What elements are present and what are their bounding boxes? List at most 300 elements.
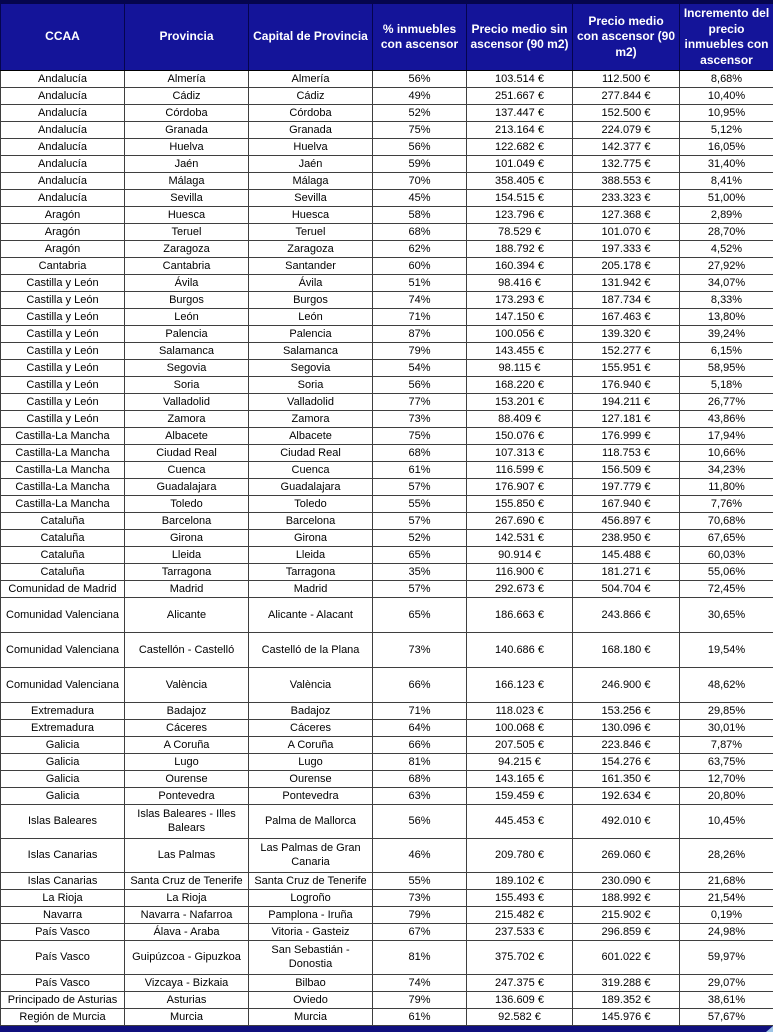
cell-provincia: Valladolid xyxy=(125,394,249,411)
cell-capital: Valladolid xyxy=(249,394,373,411)
bottom-bar xyxy=(0,1026,773,1032)
cell-precio-con-ascensor: 233.323 € xyxy=(573,190,680,207)
cell-precio-sin-ascensor: 207.505 € xyxy=(467,737,573,754)
cell-capital: Bilbao xyxy=(249,975,373,992)
cell-pct-ascensor: 75% xyxy=(373,428,467,445)
cell-pct-ascensor: 56% xyxy=(373,139,467,156)
cell-ccaa: Aragón xyxy=(1,224,125,241)
cell-precio-sin-ascensor: 188.792 € xyxy=(467,241,573,258)
cell-ccaa: Castilla-La Mancha xyxy=(1,496,125,513)
table-row xyxy=(1,737,773,754)
table-row xyxy=(1,173,773,190)
cell-pct-ascensor: 71% xyxy=(373,703,467,720)
cell-precio-sin-ascensor: 122.682 € xyxy=(467,139,573,156)
cell-incremento: 29,07% xyxy=(680,975,773,992)
table-row xyxy=(1,428,773,445)
cell-pct-ascensor: 56% xyxy=(373,71,467,88)
cell-incremento: 2,89% xyxy=(680,207,773,224)
cell-capital: Sevilla xyxy=(249,190,373,207)
cell-incremento: 67,65% xyxy=(680,530,773,547)
cell-incremento: 28,70% xyxy=(680,224,773,241)
table-row xyxy=(1,530,773,547)
cell-precio-sin-ascensor: 160.394 € xyxy=(467,258,573,275)
cell-provincia: Girona xyxy=(125,530,249,547)
cell-provincia: Cádiz xyxy=(125,88,249,105)
cell-incremento: 30,65% xyxy=(680,598,773,633)
cell-precio-sin-ascensor: 247.375 € xyxy=(467,975,573,992)
column-header-provincia: Provincia xyxy=(125,2,249,71)
cell-incremento: 57,67% xyxy=(680,1009,773,1026)
cell-ccaa: Castilla-La Mancha xyxy=(1,479,125,496)
cell-precio-sin-ascensor: 140.686 € xyxy=(467,633,573,668)
cell-precio-con-ascensor: 223.846 € xyxy=(573,737,680,754)
cell-ccaa: Cataluña xyxy=(1,547,125,564)
cell-provincia: Pontevedra xyxy=(125,788,249,805)
cell-pct-ascensor: 56% xyxy=(373,805,467,839)
cell-pct-ascensor: 52% xyxy=(373,105,467,122)
table-row xyxy=(1,703,773,720)
cell-capital: Albacete xyxy=(249,428,373,445)
cell-precio-con-ascensor: 168.180 € xyxy=(573,633,680,668)
table-row xyxy=(1,462,773,479)
cell-ccaa: Castilla y León xyxy=(1,275,125,292)
cell-ccaa: Cantabria xyxy=(1,258,125,275)
cell-capital: Palma de Mallorca xyxy=(249,805,373,839)
cell-capital: Soria xyxy=(249,377,373,394)
table-row xyxy=(1,88,773,105)
cell-provincia: Álava - Araba xyxy=(125,924,249,941)
cell-ccaa: Galicia xyxy=(1,788,125,805)
table-row xyxy=(1,992,773,1009)
cell-provincia: Teruel xyxy=(125,224,249,241)
cell-capital: Córdoba xyxy=(249,105,373,122)
cell-precio-sin-ascensor: 154.515 € xyxy=(467,190,573,207)
cell-pct-ascensor: 35% xyxy=(373,564,467,581)
column-header-capital: Capital de Provincia xyxy=(249,2,373,71)
cell-pct-ascensor: 70% xyxy=(373,173,467,190)
cell-incremento: 59,97% xyxy=(680,941,773,975)
cell-capital: Madrid xyxy=(249,581,373,598)
cell-precio-con-ascensor: 205.178 € xyxy=(573,258,680,275)
cell-pct-ascensor: 60% xyxy=(373,258,467,275)
cell-provincia: Castellón - Castelló xyxy=(125,633,249,668)
table-row xyxy=(1,139,773,156)
cell-precio-con-ascensor: 215.902 € xyxy=(573,907,680,924)
cell-precio-sin-ascensor: 375.702 € xyxy=(467,941,573,975)
cell-pct-ascensor: 55% xyxy=(373,873,467,890)
table-row xyxy=(1,720,773,737)
cell-precio-con-ascensor: 194.211 € xyxy=(573,394,680,411)
cell-incremento: 31,40% xyxy=(680,156,773,173)
cell-provincia: Guipúzcoa - Gipuzkoa xyxy=(125,941,249,975)
cell-precio-con-ascensor: 131.942 € xyxy=(573,275,680,292)
cell-precio-sin-ascensor: 92.582 € xyxy=(467,1009,573,1026)
cell-provincia: Zamora xyxy=(125,411,249,428)
cell-incremento: 27,92% xyxy=(680,258,773,275)
cell-precio-sin-ascensor: 107.313 € xyxy=(467,445,573,462)
cell-pct-ascensor: 58% xyxy=(373,207,467,224)
cell-precio-sin-ascensor: 150.076 € xyxy=(467,428,573,445)
cell-precio-sin-ascensor: 123.796 € xyxy=(467,207,573,224)
cell-ccaa: La Rioja xyxy=(1,890,125,907)
cell-pct-ascensor: 75% xyxy=(373,122,467,139)
cell-precio-sin-ascensor: 78.529 € xyxy=(467,224,573,241)
cell-capital: Barcelona xyxy=(249,513,373,530)
cell-ccaa: Castilla y León xyxy=(1,343,125,360)
cell-provincia: Tarragona xyxy=(125,564,249,581)
cell-capital: Granada xyxy=(249,122,373,139)
table-row xyxy=(1,873,773,890)
cell-ccaa: Principado de Asturias xyxy=(1,992,125,1009)
cell-precio-con-ascensor: 139.320 € xyxy=(573,326,680,343)
cell-provincia: Ourense xyxy=(125,771,249,788)
cell-provincia: Burgos xyxy=(125,292,249,309)
cell-incremento: 21,68% xyxy=(680,873,773,890)
table-row xyxy=(1,445,773,462)
cell-capital: Ciudad Real xyxy=(249,445,373,462)
cell-ccaa: Cataluña xyxy=(1,564,125,581)
cell-pct-ascensor: 51% xyxy=(373,275,467,292)
cell-pct-ascensor: 55% xyxy=(373,496,467,513)
cell-precio-con-ascensor: 161.350 € xyxy=(573,771,680,788)
table-row xyxy=(1,343,773,360)
cell-precio-sin-ascensor: 358.405 € xyxy=(467,173,573,190)
cell-incremento: 58,95% xyxy=(680,360,773,377)
cell-incremento: 43,86% xyxy=(680,411,773,428)
cell-precio-sin-ascensor: 213.164 € xyxy=(467,122,573,139)
cell-capital: Ávila xyxy=(249,275,373,292)
cell-ccaa: Andalucía xyxy=(1,139,125,156)
cell-incremento: 55,06% xyxy=(680,564,773,581)
cell-pct-ascensor: 77% xyxy=(373,394,467,411)
cell-precio-sin-ascensor: 237.533 € xyxy=(467,924,573,941)
cell-provincia: León xyxy=(125,309,249,326)
cell-precio-con-ascensor: 152.277 € xyxy=(573,343,680,360)
cell-provincia: Alicante xyxy=(125,598,249,633)
table-row xyxy=(1,207,773,224)
cell-pct-ascensor: 81% xyxy=(373,941,467,975)
cell-incremento: 13,80% xyxy=(680,309,773,326)
cell-ccaa: Islas Baleares xyxy=(1,805,125,839)
table-row xyxy=(1,805,773,839)
cell-capital: Santa Cruz de Tenerife xyxy=(249,873,373,890)
cell-provincia: Las Palmas xyxy=(125,839,249,873)
cell-precio-sin-ascensor: 100.068 € xyxy=(467,720,573,737)
cell-pct-ascensor: 64% xyxy=(373,720,467,737)
cell-capital: València xyxy=(249,668,373,703)
cell-capital: Ourense xyxy=(249,771,373,788)
cell-ccaa: Navarra xyxy=(1,907,125,924)
table-row xyxy=(1,754,773,771)
cell-precio-con-ascensor: 112.500 € xyxy=(573,71,680,88)
cell-incremento: 10,45% xyxy=(680,805,773,839)
cell-ccaa: País Vasco xyxy=(1,941,125,975)
cell-precio-con-ascensor: 154.276 € xyxy=(573,754,680,771)
cell-capital: Jaén xyxy=(249,156,373,173)
column-header-ccaa: CCAA xyxy=(1,2,125,71)
cell-pct-ascensor: 52% xyxy=(373,530,467,547)
table-row xyxy=(1,224,773,241)
cell-provincia: Guadalajara xyxy=(125,479,249,496)
cell-precio-con-ascensor: 243.866 € xyxy=(573,598,680,633)
cell-ccaa: Andalucía xyxy=(1,88,125,105)
cell-provincia: Barcelona xyxy=(125,513,249,530)
cell-precio-sin-ascensor: 186.663 € xyxy=(467,598,573,633)
cell-precio-con-ascensor: 238.950 € xyxy=(573,530,680,547)
cell-ccaa: Castilla y León xyxy=(1,360,125,377)
cell-capital: Huelva xyxy=(249,139,373,156)
cell-precio-con-ascensor: 456.897 € xyxy=(573,513,680,530)
cell-ccaa: Comunidad de Madrid xyxy=(1,581,125,598)
cell-pct-ascensor: 79% xyxy=(373,343,467,360)
cell-precio-con-ascensor: 118.753 € xyxy=(573,445,680,462)
cell-precio-con-ascensor: 269.060 € xyxy=(573,839,680,873)
table-row xyxy=(1,496,773,513)
cell-ccaa: Galicia xyxy=(1,737,125,754)
cell-incremento: 20,80% xyxy=(680,788,773,805)
cell-pct-ascensor: 57% xyxy=(373,513,467,530)
cell-incremento: 39,24% xyxy=(680,326,773,343)
cell-ccaa: Castilla-La Mancha xyxy=(1,445,125,462)
cell-provincia: Huesca xyxy=(125,207,249,224)
cell-incremento: 21,54% xyxy=(680,890,773,907)
cell-ccaa: Aragón xyxy=(1,241,125,258)
cell-precio-sin-ascensor: 176.907 € xyxy=(467,479,573,496)
cell-ccaa: Extremadura xyxy=(1,720,125,737)
table-row xyxy=(1,71,773,88)
table-row xyxy=(1,788,773,805)
cell-capital: Lleida xyxy=(249,547,373,564)
cell-precio-con-ascensor: 504.704 € xyxy=(573,581,680,598)
cell-precio-sin-ascensor: 98.416 € xyxy=(467,275,573,292)
cell-incremento: 12,70% xyxy=(680,771,773,788)
cell-capital: San Sebastián - Donostia xyxy=(249,941,373,975)
cell-provincia: Segovia xyxy=(125,360,249,377)
cell-pct-ascensor: 68% xyxy=(373,445,467,462)
cell-provincia: Toledo xyxy=(125,496,249,513)
cell-provincia: Salamanca xyxy=(125,343,249,360)
table-row xyxy=(1,190,773,207)
cell-incremento: 6,15% xyxy=(680,343,773,360)
cell-provincia: Sevilla xyxy=(125,190,249,207)
cell-provincia: Córdoba xyxy=(125,105,249,122)
cell-incremento: 29,85% xyxy=(680,703,773,720)
cell-capital: Teruel xyxy=(249,224,373,241)
cell-pct-ascensor: 57% xyxy=(373,581,467,598)
cell-pct-ascensor: 68% xyxy=(373,771,467,788)
cell-provincia: Soria xyxy=(125,377,249,394)
cell-ccaa: Castilla y León xyxy=(1,394,125,411)
cell-pct-ascensor: 65% xyxy=(373,598,467,633)
cell-precio-con-ascensor: 224.079 € xyxy=(573,122,680,139)
cell-precio-sin-ascensor: 103.514 € xyxy=(467,71,573,88)
cell-pct-ascensor: 79% xyxy=(373,992,467,1009)
cell-ccaa: Galicia xyxy=(1,754,125,771)
cell-precio-con-ascensor: 167.940 € xyxy=(573,496,680,513)
cell-provincia: Vizcaya - Bizkaia xyxy=(125,975,249,992)
cell-pct-ascensor: 73% xyxy=(373,890,467,907)
cell-precio-con-ascensor: 192.634 € xyxy=(573,788,680,805)
table-row xyxy=(1,975,773,992)
cell-precio-sin-ascensor: 267.690 € xyxy=(467,513,573,530)
cell-precio-sin-ascensor: 209.780 € xyxy=(467,839,573,873)
cell-precio-sin-ascensor: 100.056 € xyxy=(467,326,573,343)
cell-precio-sin-ascensor: 159.459 € xyxy=(467,788,573,805)
cell-incremento: 0,19% xyxy=(680,907,773,924)
cell-capital: Burgos xyxy=(249,292,373,309)
cell-pct-ascensor: 62% xyxy=(373,241,467,258)
cell-capital: Salamanca xyxy=(249,343,373,360)
cell-precio-con-ascensor: 130.096 € xyxy=(573,720,680,737)
cell-provincia: Zaragoza xyxy=(125,241,249,258)
cell-ccaa: Comunidad Valenciana xyxy=(1,668,125,703)
cell-ccaa: País Vasco xyxy=(1,975,125,992)
table-row xyxy=(1,581,773,598)
table-row xyxy=(1,326,773,343)
column-header-pct-ascensor: % inmuebles con ascensor xyxy=(373,2,467,71)
cell-ccaa: Castilla-La Mancha xyxy=(1,462,125,479)
table-row xyxy=(1,1009,773,1026)
cell-provincia: A Coruña xyxy=(125,737,249,754)
cell-precio-sin-ascensor: 143.165 € xyxy=(467,771,573,788)
cell-ccaa: Castilla y León xyxy=(1,326,125,343)
table-row xyxy=(1,547,773,564)
cell-precio-con-ascensor: 230.090 € xyxy=(573,873,680,890)
cell-precio-con-ascensor: 176.999 € xyxy=(573,428,680,445)
cell-precio-sin-ascensor: 116.900 € xyxy=(467,564,573,581)
cell-provincia: Málaga xyxy=(125,173,249,190)
cell-incremento: 10,66% xyxy=(680,445,773,462)
cell-capital: Tarragona xyxy=(249,564,373,581)
cell-precio-sin-ascensor: 143.455 € xyxy=(467,343,573,360)
cell-precio-con-ascensor: 319.288 € xyxy=(573,975,680,992)
cell-precio-con-ascensor: 492.010 € xyxy=(573,805,680,839)
cell-incremento: 17,94% xyxy=(680,428,773,445)
cell-precio-sin-ascensor: 153.201 € xyxy=(467,394,573,411)
cell-pct-ascensor: 46% xyxy=(373,839,467,873)
cell-incremento: 72,45% xyxy=(680,581,773,598)
cell-incremento: 8,41% xyxy=(680,173,773,190)
cell-ccaa: Castilla y León xyxy=(1,377,125,394)
cell-ccaa: Andalucía xyxy=(1,105,125,122)
cell-pct-ascensor: 45% xyxy=(373,190,467,207)
column-header-incremento: Incremento del precio inmuebles con ascensor xyxy=(680,2,773,71)
corner-triangle-icon xyxy=(766,1026,773,1032)
cell-precio-sin-ascensor: 166.123 € xyxy=(467,668,573,703)
cell-capital: Logroño xyxy=(249,890,373,907)
cell-pct-ascensor: 65% xyxy=(373,547,467,564)
cell-ccaa: Extremadura xyxy=(1,703,125,720)
cell-incremento: 60,03% xyxy=(680,547,773,564)
cell-ccaa: Andalucía xyxy=(1,156,125,173)
cell-precio-sin-ascensor: 116.599 € xyxy=(467,462,573,479)
cell-pct-ascensor: 54% xyxy=(373,360,467,377)
table-row xyxy=(1,479,773,496)
table-row xyxy=(1,771,773,788)
table-row xyxy=(1,122,773,139)
cell-precio-sin-ascensor: 155.850 € xyxy=(467,496,573,513)
cell-pct-ascensor: 73% xyxy=(373,633,467,668)
cell-pct-ascensor: 87% xyxy=(373,326,467,343)
cell-precio-sin-ascensor: 94.215 € xyxy=(467,754,573,771)
cell-incremento: 5,18% xyxy=(680,377,773,394)
cell-capital: Segovia xyxy=(249,360,373,377)
cell-capital: León xyxy=(249,309,373,326)
cell-pct-ascensor: 59% xyxy=(373,156,467,173)
cell-precio-con-ascensor: 153.256 € xyxy=(573,703,680,720)
cell-ccaa: Andalucía xyxy=(1,71,125,88)
cell-incremento: 48,62% xyxy=(680,668,773,703)
cell-precio-con-ascensor: 189.352 € xyxy=(573,992,680,1009)
cell-capital: Cáceres xyxy=(249,720,373,737)
cell-ccaa: Castilla y León xyxy=(1,292,125,309)
cell-precio-con-ascensor: 156.509 € xyxy=(573,462,680,479)
cell-provincia: Navarra - Nafarroa xyxy=(125,907,249,924)
cell-precio-con-ascensor: 132.775 € xyxy=(573,156,680,173)
cell-capital: Castelló de la Plana xyxy=(249,633,373,668)
cell-incremento: 30,01% xyxy=(680,720,773,737)
cell-incremento: 16,05% xyxy=(680,139,773,156)
cell-provincia: Murcia xyxy=(125,1009,249,1026)
cell-incremento: 4,52% xyxy=(680,241,773,258)
cell-incremento: 34,23% xyxy=(680,462,773,479)
cell-pct-ascensor: 68% xyxy=(373,224,467,241)
cell-capital: Murcia xyxy=(249,1009,373,1026)
table-row xyxy=(1,105,773,122)
cell-precio-sin-ascensor: 155.493 € xyxy=(467,890,573,907)
cell-ccaa: Comunidad Valenciana xyxy=(1,598,125,633)
cell-precio-sin-ascensor: 98.115 € xyxy=(467,360,573,377)
cell-capital: Cádiz xyxy=(249,88,373,105)
cell-incremento: 38,61% xyxy=(680,992,773,1009)
cell-provincia: Badajoz xyxy=(125,703,249,720)
cell-pct-ascensor: 61% xyxy=(373,462,467,479)
cell-ccaa: Aragón xyxy=(1,207,125,224)
cell-provincia: Ávila xyxy=(125,275,249,292)
cell-incremento: 11,80% xyxy=(680,479,773,496)
table-header xyxy=(1,2,773,71)
cell-precio-sin-ascensor: 292.673 € xyxy=(467,581,573,598)
cell-capital: Palencia xyxy=(249,326,373,343)
cell-precio-con-ascensor: 188.992 € xyxy=(573,890,680,907)
cell-ccaa: Región de Murcia xyxy=(1,1009,125,1026)
cell-capital: Alicante - Alacant xyxy=(249,598,373,633)
table-row xyxy=(1,360,773,377)
cell-provincia: Huelva xyxy=(125,139,249,156)
cell-pct-ascensor: 61% xyxy=(373,1009,467,1026)
column-header-precio-sin-ascensor: Precio medio sin ascensor (90 m2) xyxy=(467,2,573,71)
cell-capital: Vitoria - Gasteiz xyxy=(249,924,373,941)
cell-pct-ascensor: 56% xyxy=(373,377,467,394)
cell-incremento: 26,77% xyxy=(680,394,773,411)
cell-pct-ascensor: 49% xyxy=(373,88,467,105)
cell-provincia: Granada xyxy=(125,122,249,139)
cell-capital: Huesca xyxy=(249,207,373,224)
cell-provincia: Cáceres xyxy=(125,720,249,737)
cell-precio-con-ascensor: 101.070 € xyxy=(573,224,680,241)
cell-precio-con-ascensor: 155.951 € xyxy=(573,360,680,377)
cell-incremento: 8,68% xyxy=(680,71,773,88)
table-row xyxy=(1,907,773,924)
cell-provincia: Albacete xyxy=(125,428,249,445)
cell-precio-sin-ascensor: 173.293 € xyxy=(467,292,573,309)
cell-precio-con-ascensor: 127.181 € xyxy=(573,411,680,428)
cell-provincia: Cantabria xyxy=(125,258,249,275)
cell-capital: Lugo xyxy=(249,754,373,771)
table-row xyxy=(1,309,773,326)
cell-precio-sin-ascensor: 136.609 € xyxy=(467,992,573,1009)
cell-incremento: 70,68% xyxy=(680,513,773,530)
